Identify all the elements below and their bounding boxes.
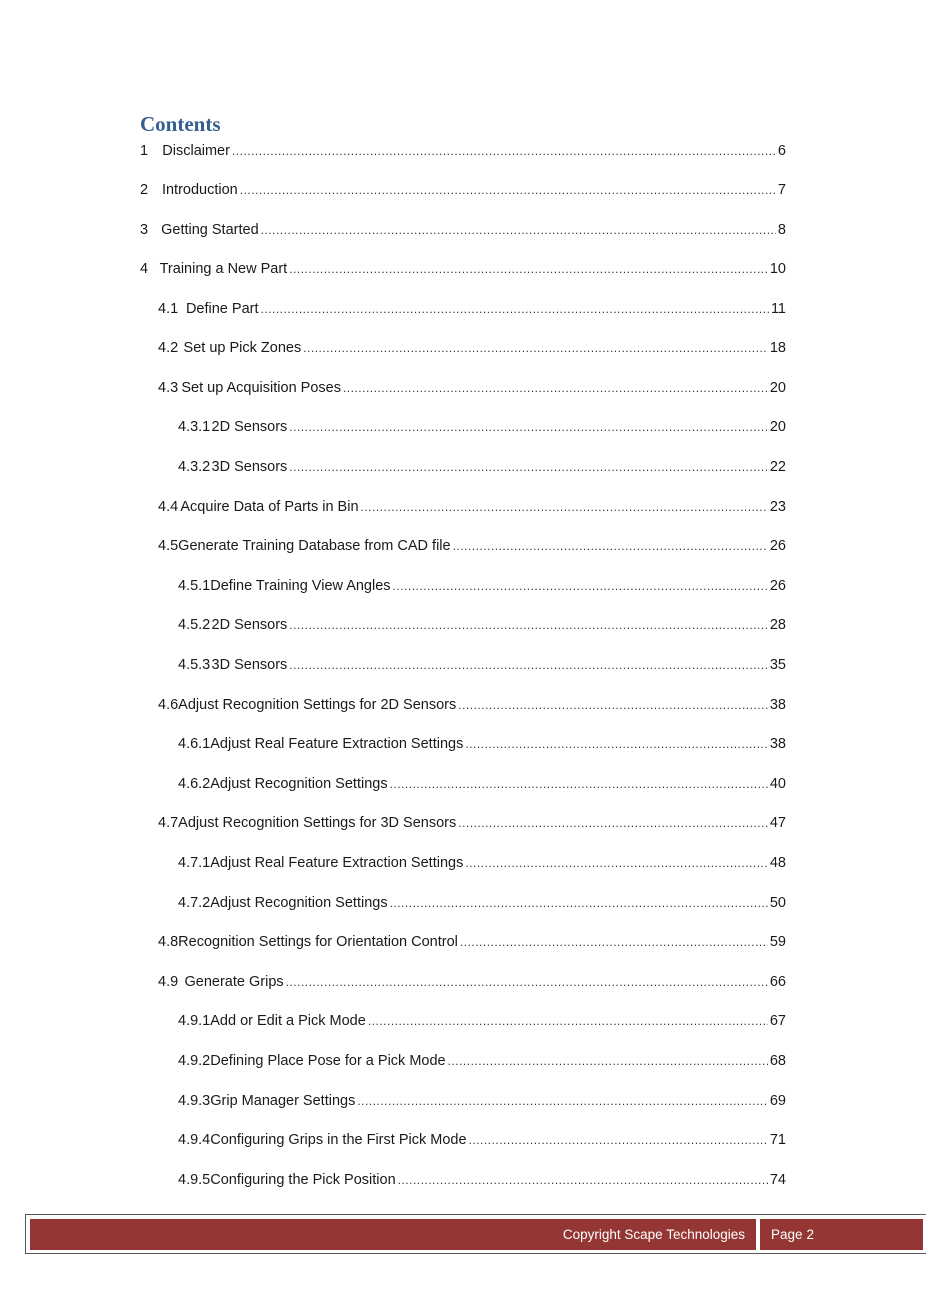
toc-leader — [361, 500, 768, 514]
toc-title: Adjust Real Feature Extraction Settings — [210, 736, 464, 752]
toc-leader — [289, 460, 768, 474]
toc-number: 1 — [140, 143, 149, 159]
toc-title: 2D Sensors — [211, 617, 288, 633]
toc-number: 2 — [140, 182, 149, 198]
toc-page: 68 — [769, 1053, 786, 1069]
toc-number: 4.5.3 — [178, 657, 211, 673]
toc-page: 74 — [769, 1172, 786, 1188]
toc-entry[interactable] — [158, 380, 786, 400]
toc-leader — [261, 223, 776, 237]
toc-page: 26 — [769, 538, 786, 554]
toc-title: Adjust Recognition Settings for 3D Sensors — [178, 815, 457, 831]
toc-number: 4.9.2 — [178, 1053, 211, 1069]
toc-title: Introduction — [161, 182, 238, 198]
toc-entry[interactable] — [178, 855, 786, 875]
toc-title: Set up Acquisition Poses — [181, 380, 341, 396]
toc-entry[interactable] — [178, 1093, 786, 1113]
toc-page: 11 — [770, 301, 786, 317]
toc-number: 4.1 — [158, 301, 179, 317]
toc-leader — [286, 975, 768, 989]
toc-title: Adjust Recognition Settings — [210, 895, 388, 911]
toc-leader — [261, 302, 769, 316]
toc-leader — [289, 618, 768, 632]
toc-title: Adjust Recognition Settings for 2D Sensors — [178, 697, 457, 713]
toc-number: 4.3.2 — [178, 459, 211, 475]
toc-title: Training a New Part — [159, 261, 288, 277]
toc-entry[interactable] — [158, 340, 786, 360]
toc-number: 4.5.2 — [178, 617, 211, 633]
toc-leader — [460, 935, 768, 949]
toc-entry[interactable] — [158, 538, 786, 558]
toc-entry[interactable] — [158, 974, 786, 994]
toc-number: 4.8 — [158, 934, 179, 950]
toc-entry[interactable] — [178, 578, 786, 598]
toc-number: 4.9.4 — [178, 1132, 211, 1148]
toc-page: 8 — [777, 222, 786, 238]
toc-page: 7 — [777, 182, 786, 198]
footer-page-indicator — [760, 1219, 923, 1250]
toc-page: 67 — [769, 1013, 786, 1029]
toc-leader — [357, 1094, 768, 1108]
toc-title: Defining Place Pose for a Pick Mode — [210, 1053, 446, 1069]
toc-page: 18 — [769, 340, 786, 356]
toc-page: 26 — [769, 578, 786, 594]
toc-title: Define Training View Angles — [210, 578, 391, 594]
toc-number: 4.7 — [158, 815, 179, 831]
toc-leader — [289, 262, 768, 276]
toc-number: 4.7.2 — [178, 895, 211, 911]
toc-title: Generate Training Database from CAD file — [178, 538, 451, 554]
toc-page: 66 — [769, 974, 786, 990]
toc-page: 59 — [769, 934, 786, 950]
toc-page: 48 — [769, 855, 786, 871]
toc-entry[interactable] — [140, 182, 786, 202]
toc-number: 4.3.1 — [178, 419, 211, 435]
toc-entry[interactable] — [140, 261, 786, 281]
footer-page-label: Page — [771, 1227, 803, 1242]
toc-page: 22 — [769, 459, 786, 475]
toc-entry[interactable] — [140, 222, 786, 242]
toc-number: 4.9.3 — [178, 1093, 211, 1109]
toc-entry[interactable] — [178, 1172, 786, 1192]
toc-page: 20 — [769, 380, 786, 396]
toc-page: 71 — [769, 1132, 786, 1148]
toc-entry[interactable] — [178, 657, 786, 677]
toc-entry[interactable] — [158, 499, 786, 519]
toc-title: Disclaimer — [162, 143, 230, 159]
toc-title: Define Part — [185, 301, 259, 317]
toc-page: 50 — [769, 895, 786, 911]
toc-title: Recognition Settings for Orientation Control — [178, 934, 458, 950]
toc-entry[interactable] — [178, 459, 786, 479]
toc-leader — [289, 420, 768, 434]
footer-copyright-text: Copyright Scape Technologies — [562, 1227, 745, 1242]
toc-number: 4.2 — [158, 340, 179, 356]
toc-entry[interactable] — [178, 736, 786, 756]
toc-number: 4.3 — [158, 380, 179, 396]
footer-page-number: 2 — [806, 1227, 815, 1242]
toc-leader — [465, 737, 768, 751]
toc-number: 4.5.1 — [178, 578, 211, 594]
toc-number: 4 — [140, 261, 149, 277]
toc-number: 4.6.1 — [178, 736, 211, 752]
toc-title: Add or Edit a Pick Mode — [210, 1013, 366, 1029]
toc-number: 4.5 — [158, 538, 179, 554]
toc-leader — [390, 777, 768, 791]
toc-number: 3 — [140, 222, 149, 238]
toc-leader — [465, 856, 768, 870]
toc-title: 2D Sensors — [211, 419, 288, 435]
toc-number: 4.6.2 — [178, 776, 211, 792]
toc-title: Acquire Data of Parts in Bin — [180, 499, 359, 515]
toc-leader — [390, 896, 768, 910]
toc-entry[interactable] — [178, 1132, 786, 1152]
toc-number: 4.9.1 — [178, 1013, 211, 1029]
toc-page: 40 — [769, 776, 786, 792]
toc-title: 3D Sensors — [211, 657, 288, 673]
toc-leader — [458, 698, 768, 712]
toc-title: Adjust Real Feature Extraction Settings — [210, 855, 464, 871]
toc-entry[interactable] — [158, 815, 786, 835]
toc-entry[interactable] — [158, 934, 786, 954]
toc-leader — [448, 1054, 768, 1068]
toc-page: 47 — [769, 815, 786, 831]
toc-entry[interactable] — [178, 1053, 786, 1073]
toc-page: 35 — [769, 657, 786, 673]
toc-leader — [393, 579, 768, 593]
toc-number: 4.4 — [158, 499, 179, 515]
toc-page: 6 — [777, 143, 786, 159]
toc-entry[interactable] — [178, 895, 786, 915]
toc-leader — [303, 341, 768, 355]
toc-number: 4.6 — [158, 697, 179, 713]
toc-title: Generate Grips — [184, 974, 284, 990]
page-title: Contents — [140, 112, 221, 136]
toc-number: 4.7.1 — [178, 855, 211, 871]
toc-title: Configuring Grips in the First Pick Mode — [210, 1132, 467, 1148]
toc-leader — [368, 1014, 768, 1028]
toc-entry[interactable] — [178, 1013, 786, 1033]
toc-title: Adjust Recognition Settings — [210, 776, 388, 792]
toc-title: Getting Started — [161, 222, 259, 238]
toc-title: Grip Manager Settings — [210, 1093, 356, 1109]
toc-page: 10 — [769, 261, 786, 277]
toc-title: Set up Pick Zones — [183, 340, 302, 356]
toc-entry[interactable] — [178, 776, 786, 796]
toc-entry[interactable] — [178, 617, 786, 637]
toc-page: 38 — [769, 697, 786, 713]
toc-leader — [240, 183, 776, 197]
toc-entry[interactable] — [158, 697, 786, 717]
toc-leader — [398, 1173, 768, 1187]
toc-page: 20 — [769, 419, 786, 435]
toc-leader — [469, 1133, 768, 1147]
toc-entry[interactable] — [158, 301, 786, 321]
toc-leader — [289, 658, 768, 672]
toc-title: Configuring the Pick Position — [210, 1172, 396, 1188]
toc-page: 28 — [769, 617, 786, 633]
toc-number: 4.9.5 — [178, 1172, 211, 1188]
toc-page: 69 — [769, 1093, 786, 1109]
toc-entry[interactable] — [178, 419, 786, 439]
toc-entry[interactable] — [140, 143, 786, 163]
toc-leader — [458, 816, 768, 830]
toc-page: 38 — [769, 736, 786, 752]
toc-number: 4.9 — [158, 974, 179, 990]
toc-page: 23 — [769, 499, 786, 515]
toc-title: 3D Sensors — [211, 459, 288, 475]
toc-leader — [232, 144, 776, 158]
footer-copyright — [30, 1219, 756, 1250]
toc-leader — [453, 539, 768, 553]
toc-leader — [343, 381, 768, 395]
